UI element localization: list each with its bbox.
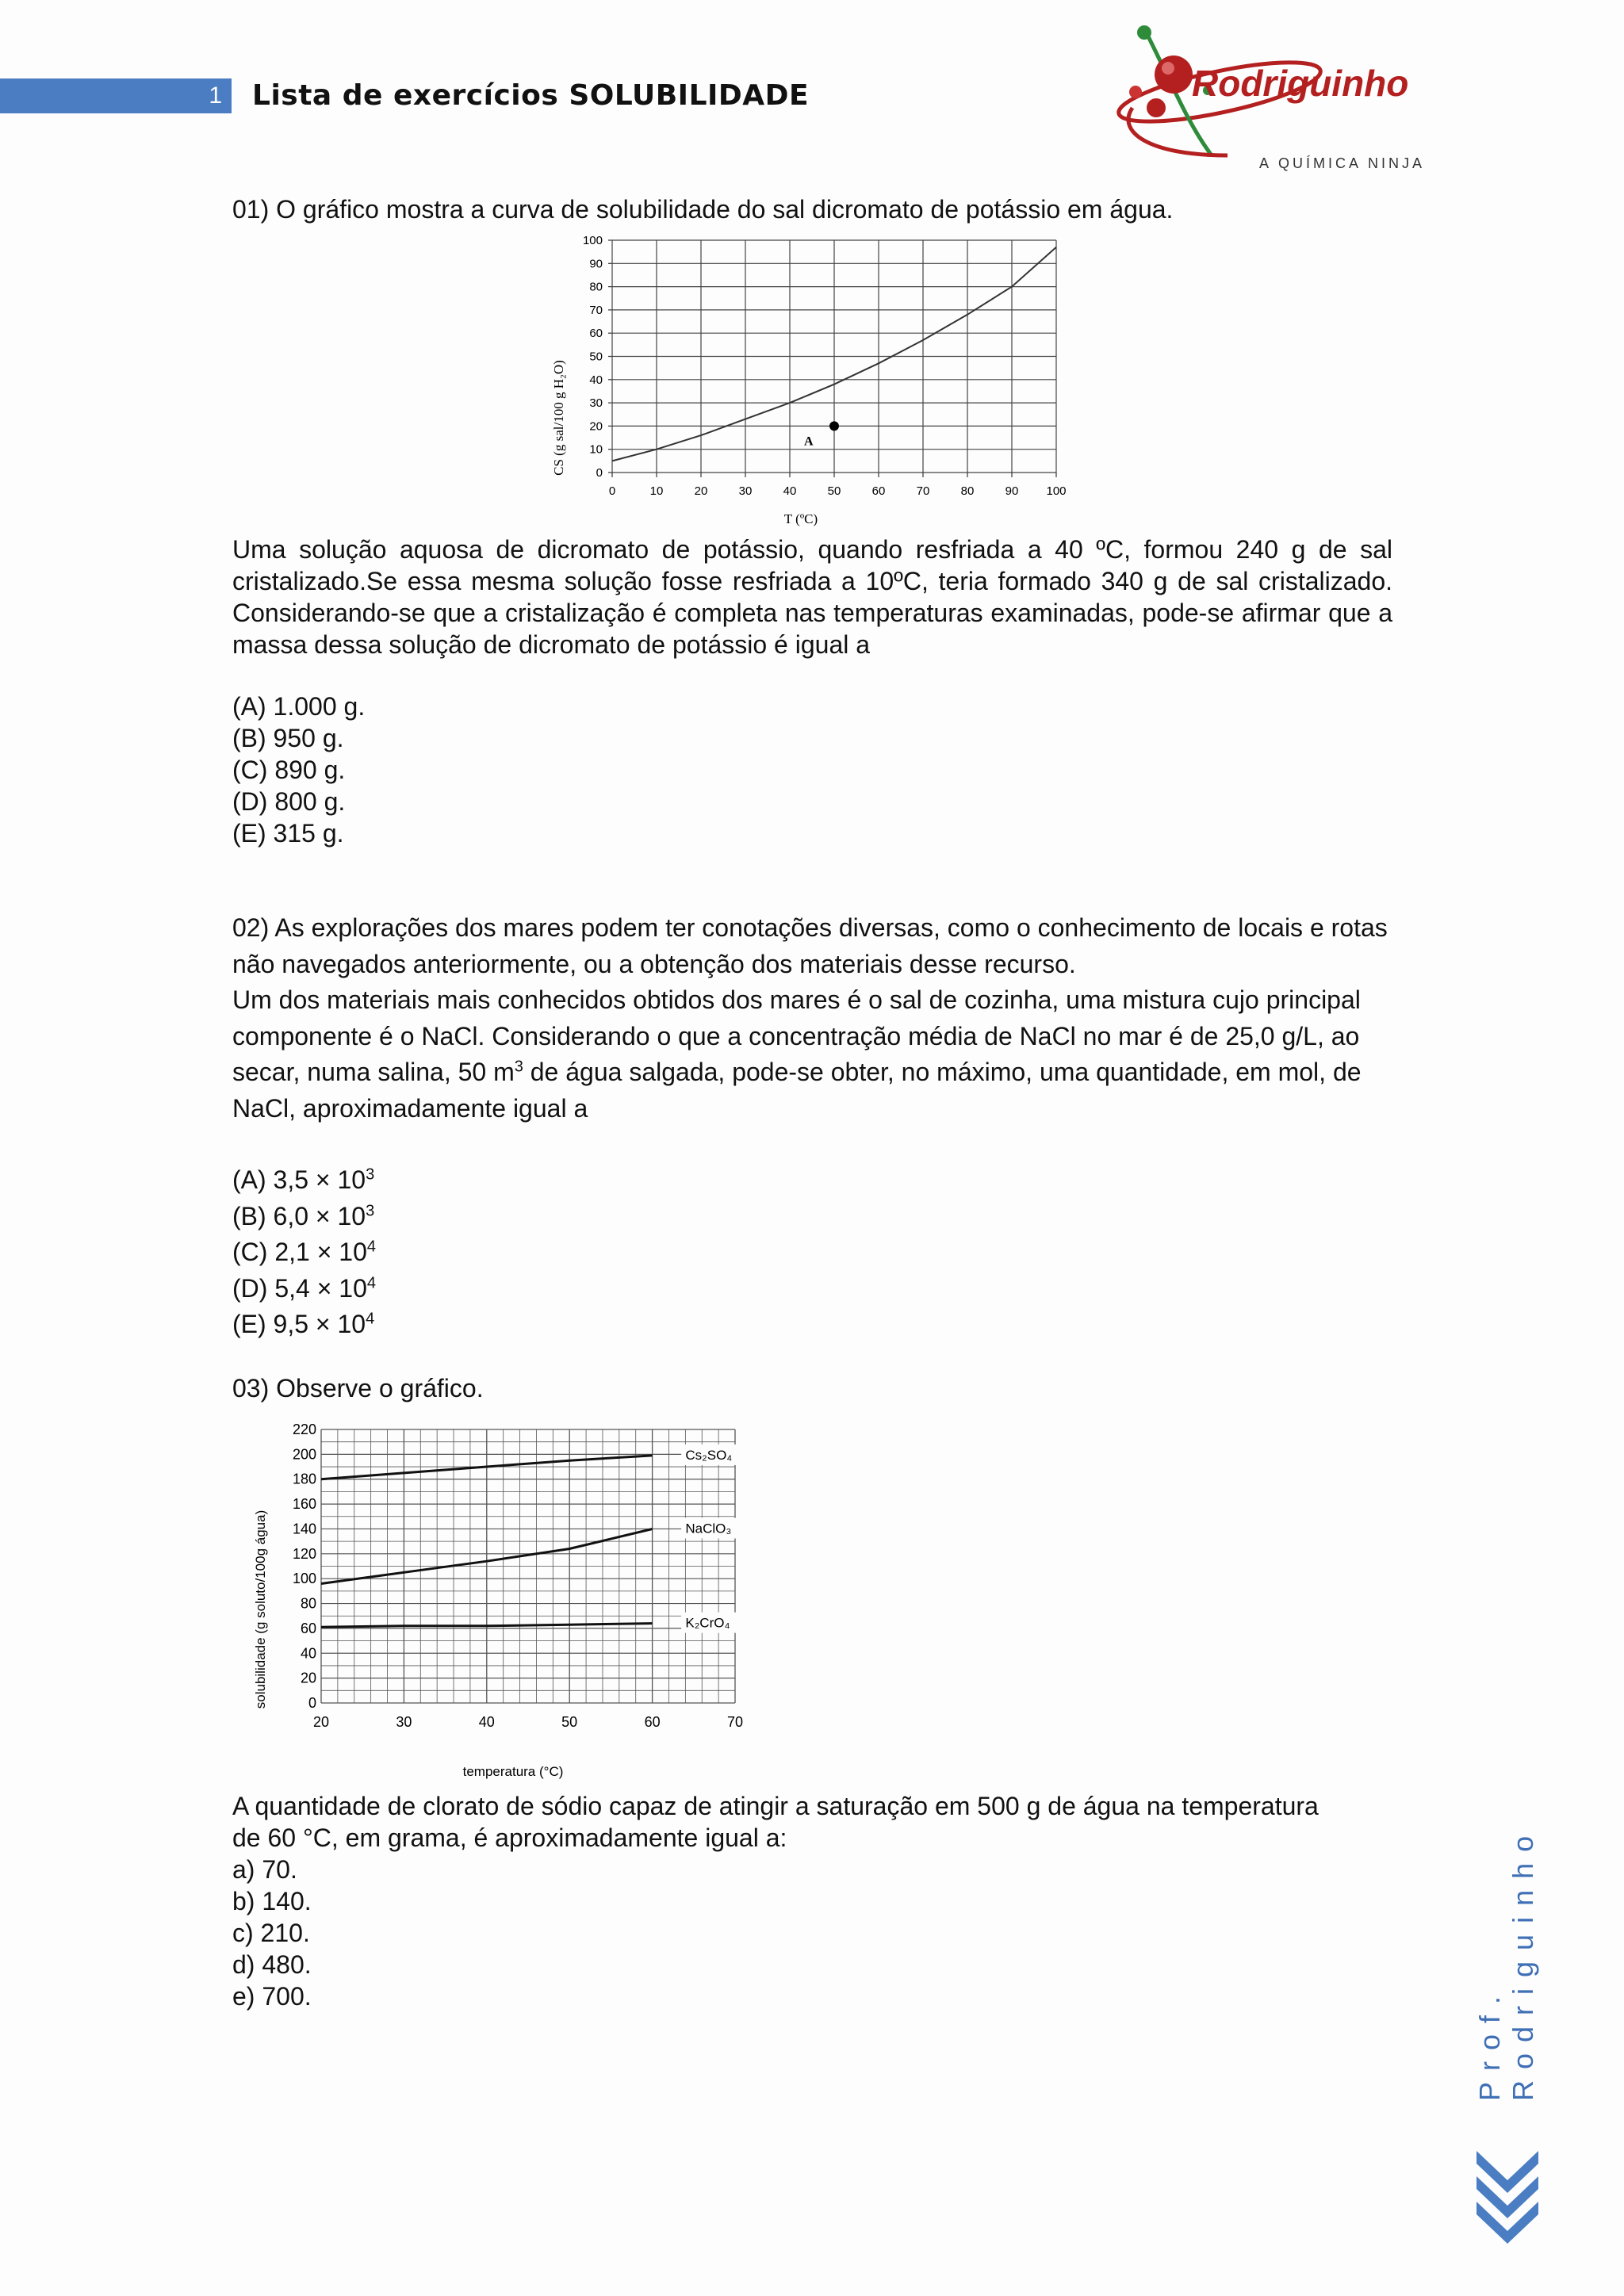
chart2-y-tick-label: 120 — [292, 1545, 316, 1562]
q3-statement: 03) Observe o gráfico. — [232, 1374, 484, 1402]
chart2-y-tick-label: 180 — [292, 1471, 316, 1487]
logo — [1101, 21, 1450, 187]
chart1-x-tick-label: 50 — [827, 484, 841, 498]
chart2-series-label: Cs₂SO₄ — [685, 1447, 733, 1463]
chart2-y-ticks — [293, 1422, 316, 1711]
q1-body: Uma solução aquosa de dicromato de potássio, quando resfriada a 40 ºC, formou 240 g de sal cristalizado.Se essa mesma solução fosse resfriada a 10ºC, teria formado 340 g de sal cristalizado. Considerando-se que a cristalização é completa nas temperaturas examinadas, pode-se afirmar que a massa dessa solução de dicromato de potássio é igual a — [232, 535, 1392, 659]
chart2-y-tick-label: 100 — [292, 1571, 316, 1587]
logo-name: Rodriguinho — [1192, 63, 1409, 104]
chart2-y-tick-label: 60 — [300, 1620, 316, 1636]
chart1-x-tick-label: 30 — [738, 484, 753, 498]
chart1-point-a-label: A — [804, 434, 814, 449]
q1-statement: 01) O gráfico mostra a curva de solubilidade do sal dicromato de potássio em água. — [232, 195, 1174, 224]
q3-option-d[interactable]: d) 480. — [232, 1950, 312, 1979]
q2-option-a-exp: 3 — [366, 1165, 375, 1184]
chart2-y-tick-label: 0 — [308, 1695, 316, 1711]
chart1-x-tick-label: 100 — [1046, 484, 1067, 498]
chart1-x-tick-label: 70 — [916, 484, 930, 498]
chart1-x-tick-label: 40 — [783, 484, 797, 498]
logo-tagline: A QUÍMICA NINJA — [1259, 155, 1426, 171]
chart1-x-tick-label: 0 — [608, 484, 616, 498]
q2-text-a: Um dos materiais mais conhecidos obtidos dos mares é o sal de cozinha, uma mistura cujo principal componente é o NaCl. Considerando o que a concentração média de NaCl no mar é de 25,0 g/L, ao secar, numa salina, 50 m — [232, 985, 1361, 1086]
q2-option-e[interactable] — [232, 1307, 376, 1343]
q2-option-c-base: (C) 2,1 × 10 — [232, 1238, 367, 1266]
q2-option-d[interactable] — [232, 1271, 376, 1307]
q2-option-b-base: (B) 6,0 × 10 — [232, 1201, 366, 1230]
q3-option-c[interactable]: c) 210. — [232, 1919, 310, 1947]
q2-option-d-base: (D) 5,4 × 10 — [232, 1273, 367, 1303]
chart2-y-label: solubilidade (g soluto/100g água) — [253, 1510, 268, 1709]
chart2-x-label: temperatura (°C) — [462, 1764, 564, 1779]
q2-option-b-exp: 3 — [366, 1201, 375, 1219]
chart-solubility-three-salts — [246, 1411, 785, 1784]
q2-statement — [232, 910, 1398, 1127]
q2-text-sup: 3 — [514, 1058, 523, 1076]
chart2-x-tick-label: 50 — [561, 1714, 578, 1730]
chart1-y-tick-label: 90 — [589, 257, 603, 271]
chart1-y-tick-label: 20 — [589, 419, 603, 434]
chart1-y-tick-label: 60 — [589, 327, 603, 341]
chart1-y-ticks — [583, 234, 603, 480]
q3-options — [232, 1854, 312, 2012]
chart2-series-label: NaClO₃ — [685, 1521, 732, 1536]
q3-option-a[interactable]: a) 70. — [232, 1855, 297, 1884]
chart1-x-ticks — [609, 484, 1067, 498]
chart2-y-tick-label: 160 — [292, 1496, 316, 1513]
q2-option-b[interactable] — [232, 1199, 376, 1235]
q1-option-d[interactable]: (D) 800 g. — [232, 787, 346, 816]
chart2-series-label: K₂CrO₄ — [685, 1615, 730, 1631]
chart2-y-tick-label: 20 — [300, 1670, 316, 1686]
q2-option-a[interactable] — [232, 1162, 376, 1199]
q2-option-a-base: (A) 3,5 × 10 — [232, 1165, 366, 1194]
chart2-grid — [321, 1429, 735, 1703]
chart1-y-tick-label: 50 — [589, 350, 603, 364]
q2-option-c[interactable] — [232, 1234, 376, 1271]
chart2-x-tick-label: 20 — [312, 1714, 330, 1730]
chart1-x-tick-label: 90 — [1005, 484, 1019, 498]
chart1-y-tick-label: 40 — [589, 373, 603, 387]
chart2-x-tick-label: 30 — [396, 1714, 412, 1730]
chart1-x-tick-label: 60 — [871, 484, 886, 498]
q2-option-d-exp: 4 — [366, 1273, 376, 1292]
q2-paragraph-2 — [232, 982, 1398, 1127]
q2-options — [232, 1162, 376, 1343]
chart2-x-tick-label: 40 — [478, 1714, 495, 1730]
chart1-x-tick-label: 10 — [649, 484, 664, 498]
chart1-y-tick-label: 30 — [589, 396, 603, 411]
chart2-x-tick-label: 70 — [726, 1714, 744, 1730]
chart-dichromate — [539, 230, 1094, 539]
chart1-x-tick-label: 80 — [960, 484, 975, 498]
chart1-y-tick-label: 100 — [582, 234, 603, 247]
chart1-y-tick-label: 70 — [589, 303, 603, 317]
q1-option-a[interactable]: (A) 1.000 g. — [232, 692, 366, 721]
q2-paragraph-1: 02) As explorações dos mares podem ter conotações diversas, como o conhecimento de locais e rotas não navegados anteriormente, ou a obtenção dos materiais desse recurso. — [232, 913, 1388, 978]
chart2-series-labels — [681, 1445, 738, 1633]
chart2-x-tick-label: 60 — [644, 1714, 661, 1730]
chart1-y-tick-label: 10 — [589, 442, 603, 457]
chart1-point-a — [829, 421, 839, 430]
q1-option-c[interactable]: (C) 890 g. — [232, 756, 346, 784]
q1-option-b[interactable]: (B) 950 g. — [232, 724, 344, 752]
chart1-y-tick-label: 80 — [589, 280, 603, 294]
q2-option-e-base: (E) 9,5 × 10 — [232, 1310, 366, 1338]
q2-option-e-exp: 4 — [366, 1310, 375, 1328]
chart2-y-tick-label: 220 — [292, 1422, 316, 1437]
chart1-x-tick-label: 20 — [694, 484, 708, 498]
page-number: 1 — [209, 82, 222, 109]
page-title: Lista de exercícios SOLUBILIDADE — [252, 79, 810, 112]
q1-option-e[interactable]: (E) 315 g. — [232, 819, 344, 848]
q2-text-b: de água salgada, pode-se obter, no máximo, uma quantidade, em mol, de NaCl, aproximadamente igual a — [232, 1058, 1362, 1123]
chart2-y-tick-label: 80 — [300, 1595, 316, 1612]
chart1-y-label: CS (g sal/100 g H₂O) — [551, 360, 566, 476]
q2-option-c-exp: 4 — [366, 1238, 376, 1256]
q3-option-b[interactable]: b) 140. — [232, 1887, 312, 1915]
q3-body: A quantidade de clorato de sódio capaz de atingir a saturação em 500 g de água na temperatura de 60 °C, em grama, é aproximadamente igual a: — [232, 1792, 1319, 1852]
q3-option-e[interactable]: e) 700. — [232, 1982, 312, 2011]
q1-options — [232, 691, 365, 849]
chart2-y-tick-label: 200 — [292, 1446, 316, 1463]
chart1-x-label: T (ºC) — [783, 511, 818, 526]
chevron-down-icon — [1473, 2145, 1542, 2248]
chart1-y-tick-label: 0 — [596, 466, 603, 480]
chart2-y-tick-label: 140 — [292, 1521, 316, 1537]
chart2-y-tick-label: 40 — [300, 1645, 316, 1662]
chart1-grid — [608, 240, 1056, 477]
sidebar-author: Prof. Rodriguinho — [1473, 1824, 1539, 2101]
chart2-x-ticks — [313, 1714, 743, 1730]
